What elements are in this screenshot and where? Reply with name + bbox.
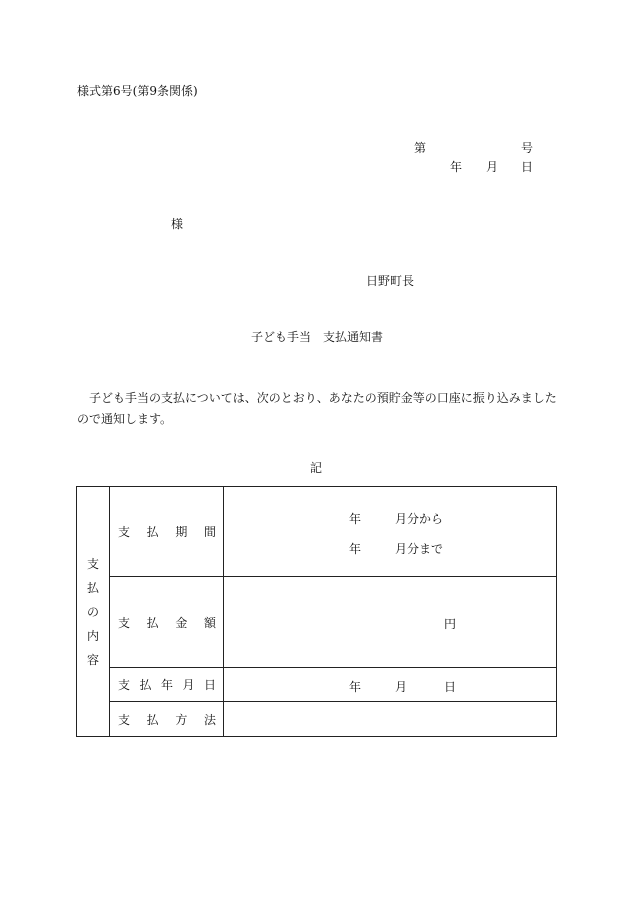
method-value-cell (224, 702, 557, 737)
label-char: 間 (203, 525, 216, 539)
payment-table (76, 486, 557, 737)
body-paragraph (77, 388, 562, 430)
period-from-year: 年 (349, 511, 362, 526)
label-char: 支 (118, 712, 131, 727)
label-char: 法 (203, 712, 216, 727)
table-row-amount (77, 577, 557, 668)
label-char: 日 (203, 678, 216, 692)
period-from-text: 月分から (395, 511, 444, 526)
section-label-char: 内 (86, 628, 99, 643)
table-row-period (77, 487, 557, 577)
addressee-suffix: 様 (171, 217, 184, 231)
period-label (110, 523, 223, 540)
section-label-char: 容 (86, 652, 99, 667)
date-value-month: 月 (395, 679, 408, 694)
date-value-cell (224, 668, 557, 702)
body-text: 子ども手当の支払については、次のとおり、あなたの預貯金等の口座に振り込みましたので通知します。 (77, 391, 557, 426)
amount-label-cell (110, 577, 224, 668)
section-label-char: 支 (86, 556, 99, 571)
section-label-char: 払 (86, 580, 99, 595)
label-char: 支 (118, 615, 131, 630)
amount-unit: 円 (444, 617, 457, 631)
label-char: 年 (160, 678, 173, 692)
label-char: 払 (146, 615, 159, 630)
amount-value-cell (224, 577, 557, 668)
date-label (110, 676, 223, 693)
date-value-year: 年 (349, 679, 362, 694)
amount-label (110, 614, 223, 631)
label-char: 支 (118, 678, 131, 692)
document-title: 子ども手当 支払通知書 (251, 330, 384, 344)
period-to (224, 540, 556, 554)
label-char: 払 (146, 712, 159, 727)
period-label-cell (110, 487, 224, 577)
doc-number-suffix: 号 (521, 141, 534, 155)
label-char: 額 (203, 615, 216, 630)
label-char: 払 (146, 525, 159, 539)
form-number: 様式第6号(第9条関係) (77, 84, 198, 98)
doc-number-prefix: 第 (414, 141, 427, 155)
period-from (224, 510, 556, 524)
date-value-day: 日 (444, 679, 457, 694)
label-char: 期 (175, 525, 188, 539)
table-row-method (77, 702, 557, 737)
date-year: 年 (450, 160, 463, 174)
ki-label: 記 (310, 461, 323, 475)
label-char: 払 (139, 678, 152, 692)
section-label-char: の (86, 604, 99, 619)
period-to-text: 月分まで (395, 541, 444, 556)
issuer: 日野町長 (366, 274, 415, 288)
date-label-cell (110, 668, 224, 702)
table-row-date (77, 668, 557, 702)
date-day: 日 (521, 160, 534, 174)
method-label (110, 711, 223, 728)
period-value-cell (224, 487, 557, 577)
label-char: 金 (175, 615, 188, 630)
amount-value (224, 615, 556, 629)
section-label (77, 487, 110, 737)
date-month: 月 (486, 160, 499, 174)
date-value (224, 678, 556, 692)
label-char: 支 (118, 525, 131, 539)
label-char: 方 (175, 712, 188, 727)
period-to-year: 年 (349, 541, 362, 556)
method-label-cell (110, 702, 224, 737)
label-char: 月 (182, 678, 195, 692)
